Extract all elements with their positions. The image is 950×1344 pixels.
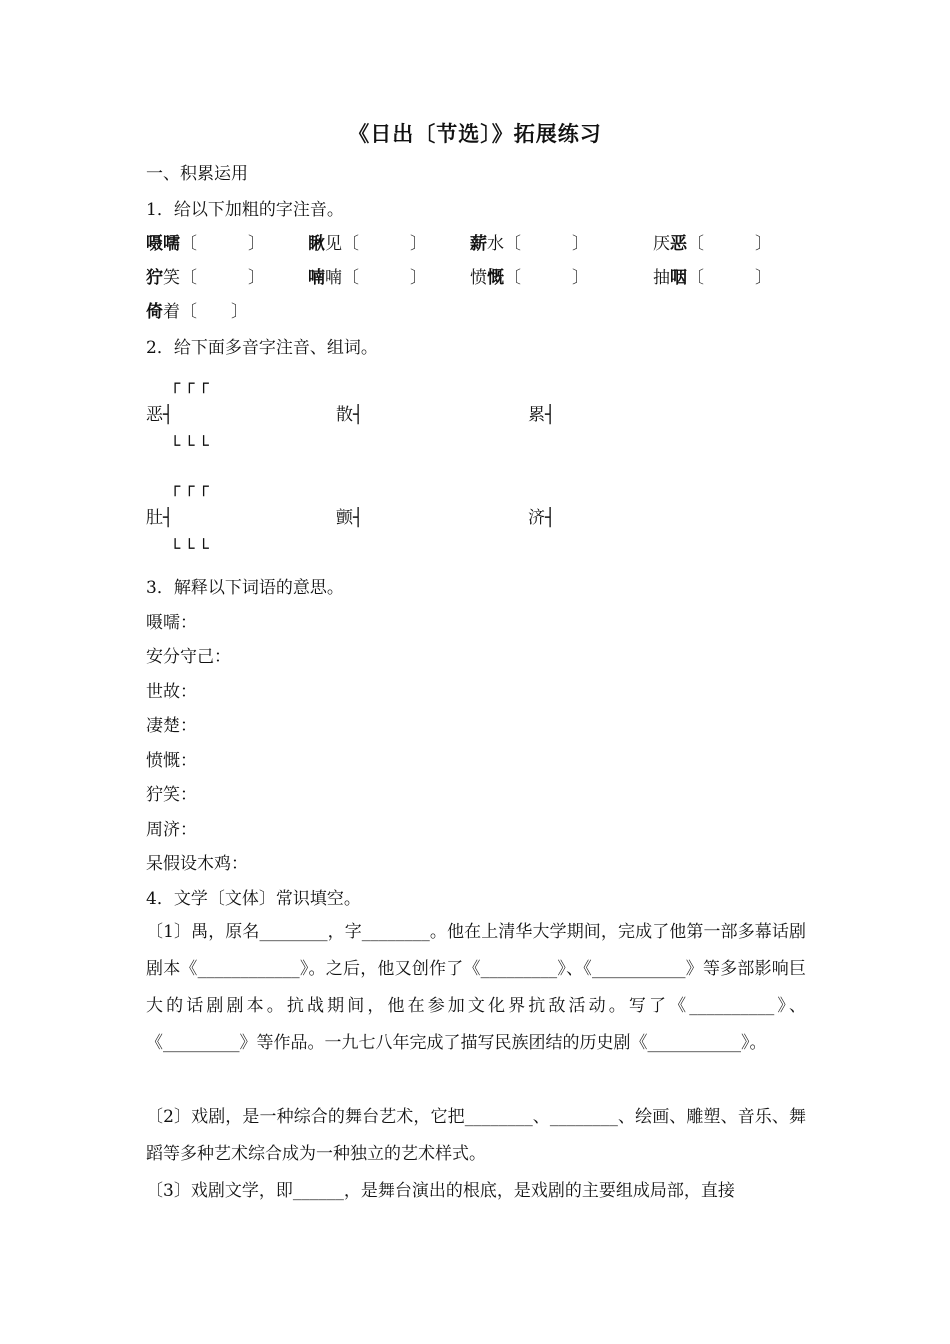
- vocab-term: 周济：: [146, 820, 197, 840]
- question-1-prompt: 1．给以下加粗的字注音。: [146, 200, 344, 220]
- pinyin-item: 瞅见〔 〕: [308, 234, 427, 254]
- pinyin-item: 狞笑〔 〕: [146, 268, 265, 288]
- question-3-prompt: 3．解释以下词语的意思。: [146, 578, 344, 598]
- polyphone-char: 济┤: [528, 508, 556, 528]
- question-2-prompt: 2．给下面多音字注音、组词。: [146, 338, 378, 358]
- pinyin-item: 愤慨〔 〕: [470, 268, 589, 288]
- pinyin-item: 倚着〔 〕: [146, 302, 248, 322]
- fill-blank-paragraph-3: 〔3〕戏剧文学，即______，是舞台演出的根底，是戏剧的主要组成局部，直接: [146, 1181, 735, 1201]
- section-heading: 一、积累运用: [146, 164, 248, 184]
- question-4-prompt: 4．文学〔文体〕常识填空。: [146, 889, 361, 909]
- polyphone-char: 累┤: [528, 405, 556, 425]
- vocab-term: 狞笑：: [146, 785, 197, 805]
- vocab-term: 嗫嚅：: [146, 613, 197, 633]
- bracket-top: ┌┌┌: [170, 477, 213, 497]
- bracket-bottom: └└└: [170, 539, 213, 559]
- vocab-term: 愤慨：: [146, 751, 197, 771]
- pinyin-item: 抽咽〔 〕: [653, 268, 772, 288]
- polyphone-char: 颤┤: [336, 508, 364, 528]
- polyphone-char: 恶┤: [146, 405, 174, 425]
- polyphone-char: 肚┤: [146, 508, 174, 528]
- page-title: 《日出〔节选〕》拓展练习: [348, 122, 602, 146]
- fill-blank-paragraph-1: 〔1〕禺，原名________，字________。他在上清华大学期间，完成了他第一部多幕话剧剧本《____________》。之后，他又创作了《_________》、《___________》等多部影响巨大的话剧剧本。抗战期间，他在参加文化界抗敌活动。写了《__________》、《_________》等作品。一九七八年完成了描写民族团结的历史剧《___________》。: [146, 922, 806, 1053]
- polyphone-char: 散┤: [336, 405, 364, 425]
- vocab-term: 世故：: [146, 682, 197, 702]
- pinyin-item: 嗫嚅〔 〕: [146, 234, 265, 254]
- fill-blank-paragraph-2: 〔2〕戏剧，是一种综合的舞台艺术，它把________、________、绘画、雕塑、音乐、舞蹈等多种艺术综合成为一种独立的艺术样式。: [146, 1107, 806, 1164]
- bracket-top: ┌┌┌: [170, 374, 213, 394]
- vocab-term: 呆假设木鸡：: [146, 854, 248, 874]
- vocab-term: 凄楚：: [146, 716, 197, 736]
- vocab-term: 安分守己：: [146, 647, 231, 667]
- bracket-bottom: └└└: [170, 436, 213, 456]
- pinyin-item: 薪水〔 〕: [470, 234, 589, 254]
- pinyin-item: 喃喃〔 〕: [308, 268, 427, 288]
- pinyin-item: 厌恶〔 〕: [653, 234, 772, 254]
